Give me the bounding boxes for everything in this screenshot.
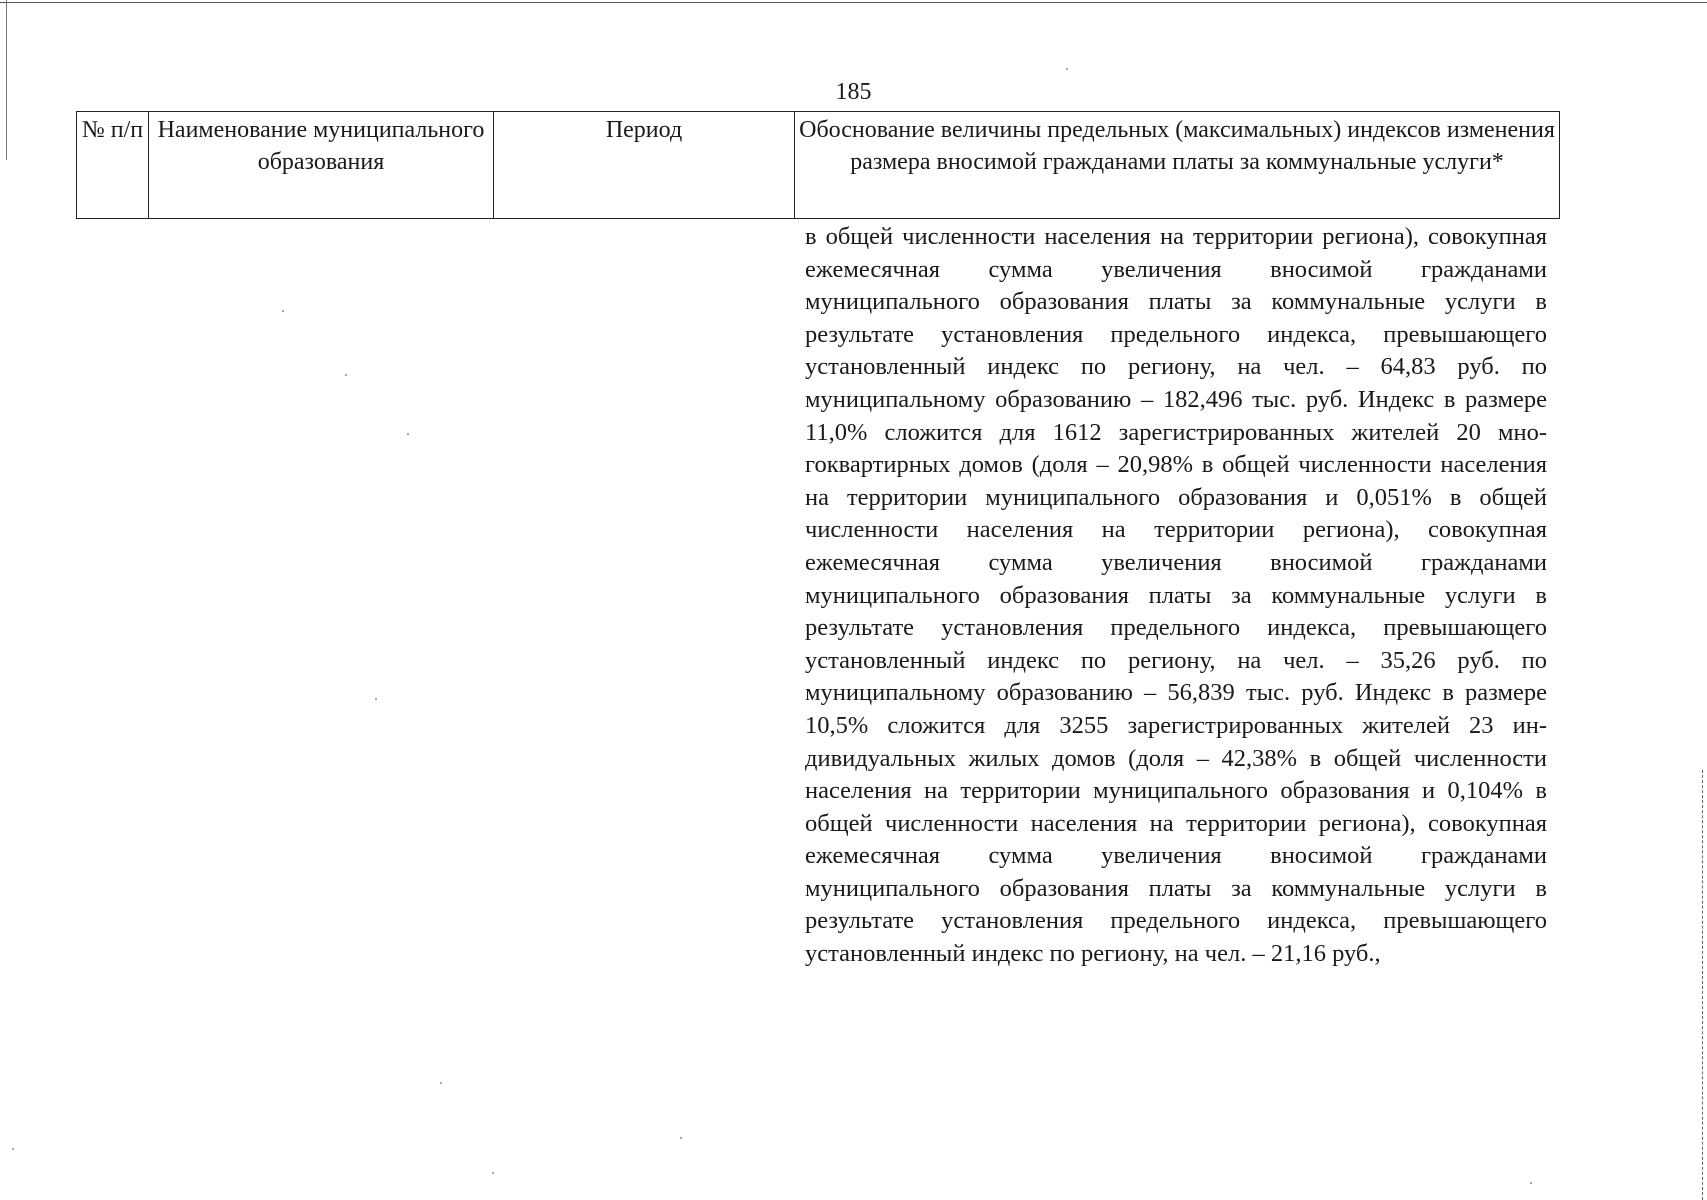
scan-speck — [375, 698, 377, 700]
column-header-municipality: Наименование муниципального образования — [149, 112, 494, 219]
scan-speck — [282, 310, 284, 312]
scan-border-top — [0, 2, 1707, 3]
scan-speck — [345, 374, 347, 376]
column-header-justification: Обоснование величины предельных (максимальных) индексов изменения размера вносимой гражданами платы за коммунальные услуги* — [795, 112, 1560, 219]
scan-speck — [1530, 1182, 1532, 1184]
scan-speck — [12, 1148, 14, 1150]
table-header-row — [77, 112, 1560, 219]
column-header-number: № п/п — [77, 112, 149, 219]
column-header-period: Период — [494, 112, 795, 219]
justification-text: в общей численности населения на территории региона), совокупная ежемесячная сумма увеличения вносимой гражданами муниципального образования платы за коммунальные услуги в результате установления предельного индекса, превышающего установленный индекс по региону, на чел. – 64,83 руб. по муниципальному образованию – 182,496 тыс. руб. Индекс в размере 11,0% сложится для 1612 зарегистрированных жителей 20 многоквартирных домов (доля – 20,98% в общей численности населения на территории муниципального образования и 0,051% в общей численности населения на территории региона), совокупная ежемесячная сумма увеличения вносимой гражданами муниципального образования платы за коммунальные услуги в результате установления предельного индекса, превышающего установленный индекс по региону, на чел. – 35,26 руб. по муниципальному образованию – 56,839 тыс. руб. Индекс в размере 10,5% сложится для 3255 зарегистрированных жителей 23 индивидуальных жилых домов (доля – 42,38% в общей численности населения на территории муниципального образования и 0,104% в общей численности населения на территории региона), совокупная ежемесячная сумма увеличения вносимой гражданами муниципального образования платы за коммунальные услуги в результате установления предельного индекса, превышающего установленный индекс по региону, на чел. – 21,16 руб., — [805, 223, 1547, 968]
scan-speck — [1066, 68, 1068, 70]
scan-speck — [492, 1172, 494, 1174]
scan-speck — [407, 433, 409, 435]
scan-speck — [440, 1082, 442, 1084]
page-number: 185 — [835, 79, 872, 105]
scan-speck — [680, 1137, 682, 1139]
header-table — [76, 111, 1560, 219]
scan-border-right — [1702, 770, 1704, 1200]
